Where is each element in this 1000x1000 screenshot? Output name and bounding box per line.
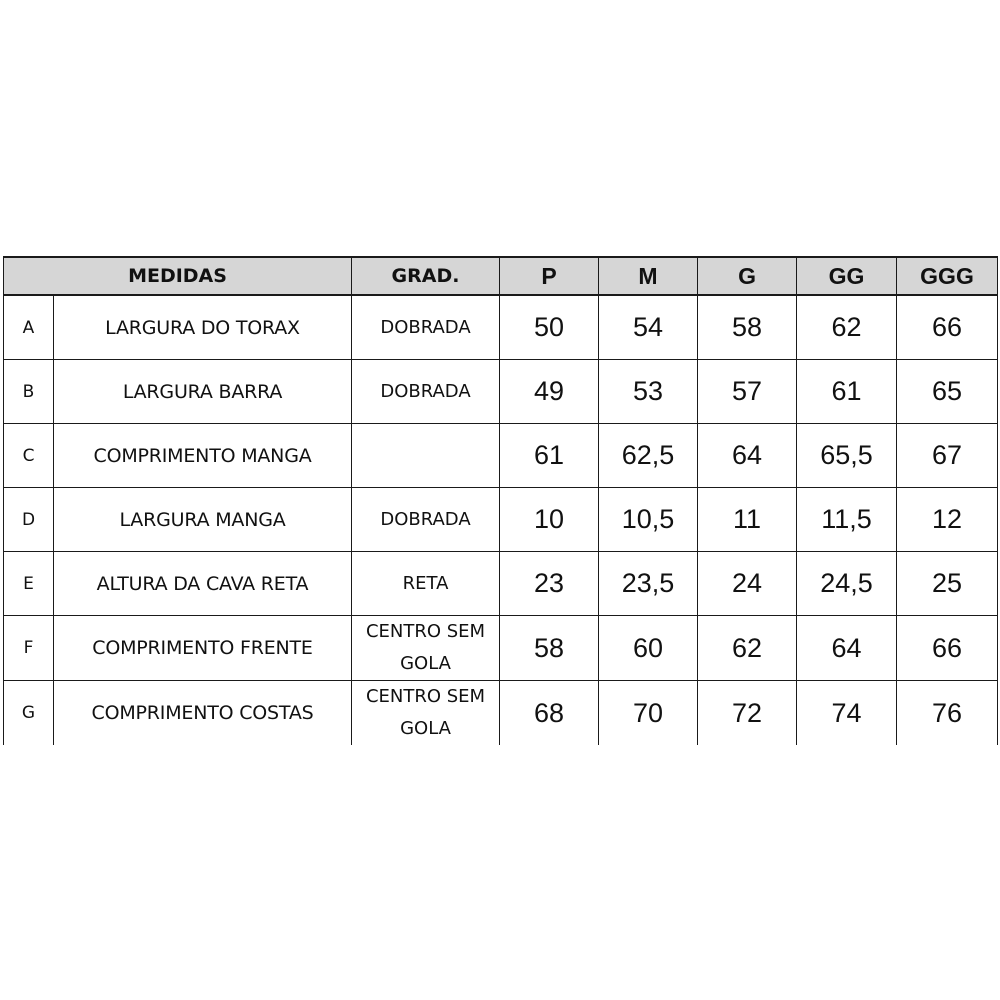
- row-grad: DOBRADA: [352, 295, 500, 360]
- row-measure: ALTURA DA CAVA RETA: [54, 552, 352, 616]
- table-row: [4, 295, 998, 360]
- table-row: [4, 552, 998, 616]
- header-measures: MEDIDAS: [4, 257, 352, 295]
- row-code: B: [4, 360, 54, 424]
- cell-value-gg: 62: [797, 295, 897, 360]
- size-chart: [3, 256, 997, 745]
- cell-value-m: 62,5: [599, 424, 698, 488]
- cell-value-ggg: 67: [897, 424, 998, 488]
- cell-value-m: 53: [599, 360, 698, 424]
- cell-value-p: 50: [500, 295, 599, 360]
- table-row: [4, 360, 998, 424]
- header-size-g: G: [698, 257, 797, 295]
- header-size-ggg: GGG: [897, 257, 998, 295]
- row-measure: LARGURA DO TORAX: [54, 295, 352, 360]
- cell-value-m: 60: [599, 616, 698, 681]
- cell-value-g: 57: [698, 360, 797, 424]
- cell-value-ggg: 65: [897, 360, 998, 424]
- table-row: [4, 616, 998, 681]
- row-grad: CENTRO SEM GOLA: [352, 681, 500, 746]
- table-row: [4, 424, 998, 488]
- row-measure: COMPRIMENTO MANGA: [54, 424, 352, 488]
- cell-value-gg: 65,5: [797, 424, 897, 488]
- row-measure: LARGURA MANGA: [54, 488, 352, 552]
- cell-value-gg: 64: [797, 616, 897, 681]
- cell-value-p: 49: [500, 360, 599, 424]
- cell-value-gg: 61: [797, 360, 897, 424]
- cell-value-gg: 11,5: [797, 488, 897, 552]
- cell-value-m: 70: [599, 681, 698, 746]
- header-row: [4, 257, 998, 295]
- row-code: D: [4, 488, 54, 552]
- cell-value-p: 58: [500, 616, 599, 681]
- row-grad: [352, 424, 500, 488]
- cell-value-g: 62: [698, 616, 797, 681]
- table-row: [4, 488, 998, 552]
- header-grad: GRAD.: [352, 257, 500, 295]
- cell-value-m: 54: [599, 295, 698, 360]
- cell-value-g: 58: [698, 295, 797, 360]
- cell-value-ggg: 12: [897, 488, 998, 552]
- measurements-table: [3, 256, 998, 745]
- header-size-gg: GG: [797, 257, 897, 295]
- cell-value-gg: 24,5: [797, 552, 897, 616]
- cell-value-p: 61: [500, 424, 599, 488]
- cell-value-g: 24: [698, 552, 797, 616]
- cell-value-ggg: 25: [897, 552, 998, 616]
- cell-value-p: 23: [500, 552, 599, 616]
- cell-value-p: 10: [500, 488, 599, 552]
- row-grad: DOBRADA: [352, 360, 500, 424]
- cell-value-m: 23,5: [599, 552, 698, 616]
- row-code: A: [4, 295, 54, 360]
- row-code: G: [4, 681, 54, 746]
- row-measure: LARGURA BARRA: [54, 360, 352, 424]
- header-size-p: P: [500, 257, 599, 295]
- row-measure: COMPRIMENTO FRENTE: [54, 616, 352, 681]
- cell-value-ggg: 76: [897, 681, 998, 746]
- row-grad: DOBRADA: [352, 488, 500, 552]
- cell-value-g: 72: [698, 681, 797, 746]
- row-code: C: [4, 424, 54, 488]
- header-size-m: M: [599, 257, 698, 295]
- cell-value-g: 11: [698, 488, 797, 552]
- row-measure: COMPRIMENTO COSTAS: [54, 681, 352, 746]
- table-row: [4, 681, 998, 746]
- row-code: F: [4, 616, 54, 681]
- row-grad: CENTRO SEM GOLA: [352, 616, 500, 681]
- cell-value-ggg: 66: [897, 295, 998, 360]
- cell-value-g: 64: [698, 424, 797, 488]
- row-code: E: [4, 552, 54, 616]
- cell-value-m: 10,5: [599, 488, 698, 552]
- cell-value-gg: 74: [797, 681, 897, 746]
- cell-value-p: 68: [500, 681, 599, 746]
- cell-value-ggg: 66: [897, 616, 998, 681]
- row-grad: RETA: [352, 552, 500, 616]
